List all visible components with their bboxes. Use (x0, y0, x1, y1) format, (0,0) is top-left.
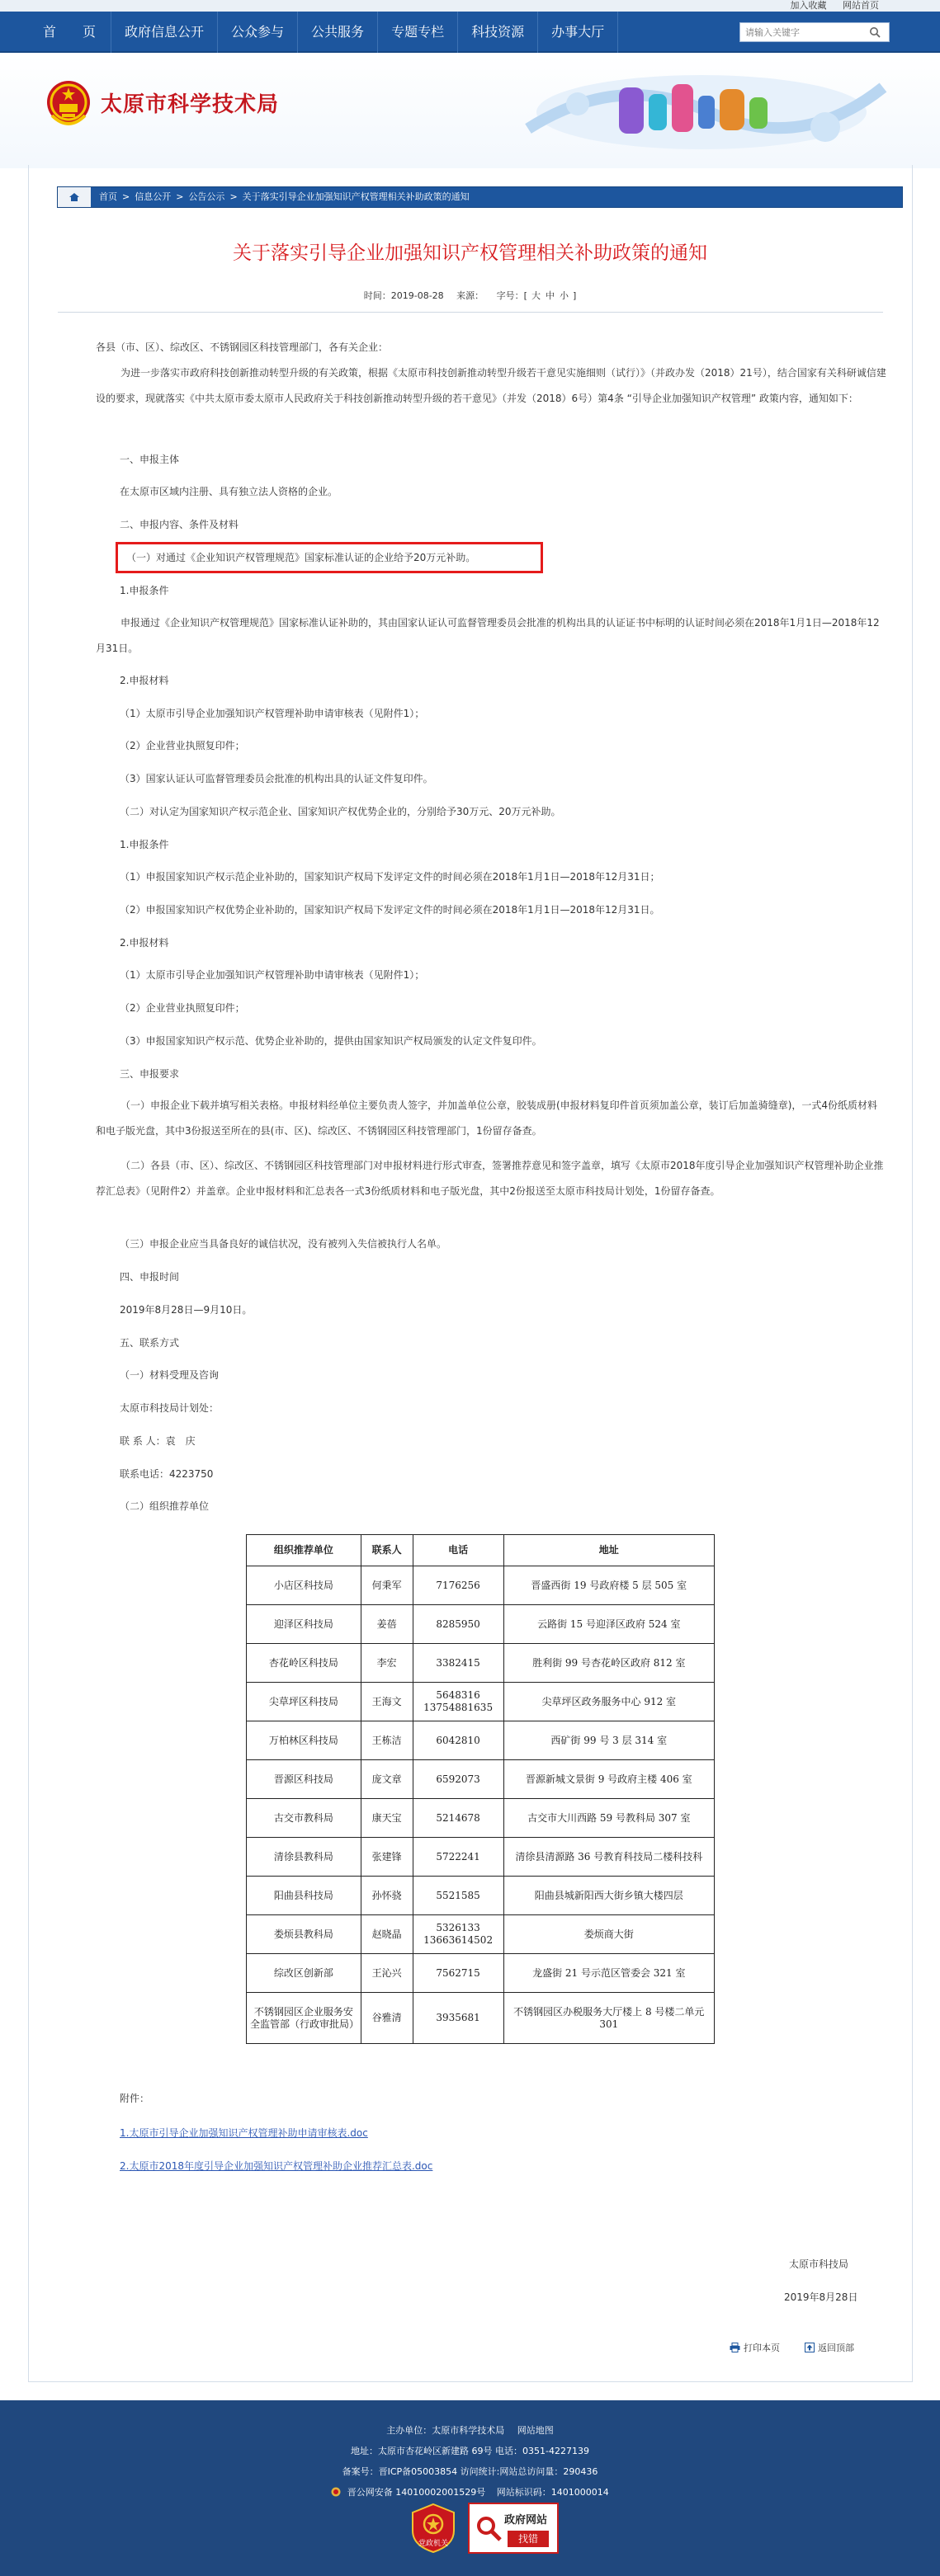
signer: 太原市科技局 (789, 2258, 849, 2270)
table-row (247, 1721, 715, 1760)
magnifier-icon (475, 2514, 503, 2542)
nav-item-topics[interactable]: 专题专栏 (378, 12, 458, 53)
nav-item-home[interactable]: 首 页 (28, 12, 111, 53)
requirement-1: （一）申报企业下载并填写相关表格。申报材料经单位主要负责人签字，并加盖单位公章，胶装成册(申报材料复印件首页须加盖公章，装订后加盖骑缝章)，一式4份纸质材料和电子版光盘，其中3份报送至所在的县(市、区)、综改区、不锈钢园区科技管理部门，1份留存备查。 (96, 1100, 878, 1137)
footer-site-code: 网站标识码：1401000014 (496, 2487, 609, 2498)
table-cell: 6592073 (413, 1760, 503, 1799)
table-cell: 综改区创新部 (247, 1954, 361, 1993)
home-icon[interactable] (58, 187, 91, 207)
publish-date: 时间：2019-08-28 (363, 290, 444, 301)
table-cell: 云路街 15 号迎泽区政府 524 室 (503, 1605, 714, 1644)
title-divider (58, 312, 883, 313)
section-5-heading: 五、联系方式 (120, 1337, 180, 1349)
table-cell: 阳曲县科技局 (247, 1877, 361, 1915)
breadcrumb-separator: > (229, 191, 238, 202)
subsidy-item-2: （二）对认定为国家知识产权示范企业、国家知识产权优势企业的，分别给予30万元、20万元补助。 (120, 806, 561, 817)
table-body (247, 1566, 715, 2044)
nav-item-public-service[interactable]: 公共服务 (298, 12, 378, 53)
font-large-button[interactable]: 大 (531, 290, 541, 301)
attachment-link-2[interactable]: 2.太原市2018年度引导企业加强知识产权管理补助企业推荐汇总表.doc (120, 2160, 433, 2172)
section-1-heading: 一、申报主体 (120, 454, 180, 465)
subsidy-item-1: （一）对通过《企业知识产权管理规范》国家标准认证的企业给予20万元补助。 (126, 552, 476, 563)
font-medium-button[interactable]: 中 (545, 290, 555, 301)
breadcrumb-home[interactable]: 首页 (99, 191, 117, 202)
condition-1-heading: 1.申报条件 (120, 585, 169, 596)
table-cell: 3382415 (413, 1644, 503, 1683)
font-small-button[interactable]: 小 (559, 290, 569, 301)
material-1-item-3: （3）国家认证认可监督管理委员会批准的机构出具的认证文件复印件。 (120, 773, 433, 784)
material-2-item-1: （1）太原市引导企业加强知识产权管理补助申请审核表（见附件1）； (120, 969, 425, 981)
breadcrumb-info[interactable]: 信息公开 (135, 191, 172, 202)
section-1-body: 在太原市区域内注册、具有独立法人资格的企业。 (120, 486, 338, 497)
table-cell: 5648316 13754881635 (413, 1683, 503, 1721)
table-row (247, 1566, 715, 1605)
table-cell: 7176256 (413, 1566, 503, 1605)
table-cell: 古交市教科局 (247, 1799, 361, 1838)
table-cell: 李宏 (361, 1644, 413, 1683)
requirement-3: （三）申报企业应当具备良好的诚信状况，没有被列入失信被执行人名单。 (120, 1238, 447, 1250)
badge-error-line2: 找错 (508, 2531, 549, 2547)
table-cell: 不锈钢园区办税服务大厅楼上 8 号楼二单元 301 (503, 1993, 714, 2044)
table-cell: 王栋洁 (361, 1721, 413, 1760)
table-row (247, 1838, 715, 1877)
search-input[interactable] (740, 23, 864, 41)
table-cell: 清徐县清源路 36 号教育科技局二楼科技科 (503, 1838, 714, 1877)
table-cell: 晋盛西街 19 号政府楼 5 层 505 室 (503, 1566, 714, 1605)
table-cell: 张建锋 (361, 1838, 413, 1877)
table-cell: 赵晓晶 (361, 1915, 413, 1954)
national-emblem-icon (45, 79, 92, 129)
table-cell: 杏花岭区科技局 (247, 1644, 361, 1683)
police-badge-icon (331, 2487, 341, 2497)
table-cell: 小店区科技局 (247, 1566, 361, 1605)
contact-subheading-1: （一）材料受理及咨询 (120, 1369, 220, 1381)
table-cell: 古交市大川西路 59 号教科局 307 室 (503, 1799, 714, 1838)
gov-site-error-badge[interactable] (468, 2503, 559, 2554)
breadcrumb-separator: > (176, 191, 184, 202)
site-banner (0, 54, 940, 168)
table-cell: 龙盛街 21 号示范区管委会 321 室 (503, 1954, 714, 1993)
source-label: 来源： (456, 290, 484, 301)
table-header-row (247, 1535, 715, 1566)
footer-sponsor: 主办单位：太原市科学技术局 (386, 2425, 505, 2436)
material-1-heading: 2.申报材料 (120, 675, 169, 686)
table-cell: 万柏林区科技局 (247, 1721, 361, 1760)
footer-address: 地址：太原市杏花岭区新建路 69号 电话：0351-4227139 (351, 2446, 589, 2456)
material-1-item-2: （2）企业营业执照复印件； (120, 740, 245, 751)
material-1-item-1: （1）太原市引导企业加强知识产权管理补助申请审核表（见附件1）； (120, 708, 425, 719)
top-strip (0, 0, 940, 12)
banner-illustration (495, 54, 908, 168)
table-cell: 7562715 (413, 1954, 503, 1993)
table-cell: 5326133 13663614502 (413, 1915, 503, 1954)
highlight-box (116, 542, 543, 573)
breadcrumb-separator: > (122, 191, 130, 202)
recommending-units-table (246, 1534, 715, 2044)
condition-2-item-2: （2）申报国家知识产权优势企业补助的，国家知识产权局下发评定文件的时间必须在2018年1月1日—2018年12月31日。 (120, 904, 660, 916)
table-row (247, 1877, 715, 1915)
print-label: 打印本页 (744, 2343, 780, 2353)
contact-subheading-2: （二）组织推荐单位 (120, 1500, 210, 1512)
nav-item-service-hall[interactable]: 办事大厅 (538, 12, 618, 53)
footer-police[interactable]: 晋公网安备 14010002001529号 (347, 2487, 486, 2498)
breadcrumb-notice[interactable]: 公告公示 (188, 191, 225, 202)
condition-2-item-1: （1）申报国家知识产权示范企业补助的，国家知识产权局下发评定文件的时间必须在2018年1月1日—2018年12月31日； (120, 871, 660, 883)
table-cell: 5521585 (413, 1877, 503, 1915)
table-row (247, 1760, 715, 1799)
table-cell: 尖草坪区科技局 (247, 1683, 361, 1721)
table-row (247, 1915, 715, 1954)
table-header: 联系人 (361, 1535, 413, 1566)
sitemap-link[interactable]: 网站地图 (517, 2425, 554, 2436)
footer-icp: 备案号：晋ICP备05003854 访问统计:网站总访问量：290436 (342, 2466, 598, 2477)
table-cell: 谷雅清 (361, 1993, 413, 2044)
requirement-2: （二）各县（市、区）、综改区、不锈钢园区科技管理部门对申报材料进行形式审查，签署推荐意见和签字盖章，填写《太原市2018年度引导企业加强知识产权管理补助企业推荐汇总表》（见附件2）并盖章。企业申报材料和汇总表各一式3份纸质材料和电子版光盘，其中2份报送至太原市科技局计划处，1份留存备查。 (96, 1160, 884, 1197)
condition-1-body: 申报通过《企业知识产权管理规范》国家标准认证补助的，其由国家认证认可监督管理委员会批准的机构出具的认证证书中标明的认证时间必须在2018年1月1日—2018年12月31日。 (96, 617, 880, 654)
main-nav (0, 12, 940, 53)
table-cell: 晋源新城文景街 9 号政府主楼 406 室 (503, 1760, 714, 1799)
table-row (247, 1954, 715, 1993)
table-cell: 康天宝 (361, 1799, 413, 1838)
table-row (247, 1605, 715, 1644)
site-title: 太原市科学技术局 (101, 92, 280, 117)
contact-phone: 联系电话：4223750 (120, 1468, 214, 1480)
table-cell: 清徐县教科局 (247, 1838, 361, 1877)
material-2-item-2: （2）企业营业执照复印件； (120, 1002, 245, 1014)
contact-person: 联 系 人：袁 庆 (120, 1435, 196, 1447)
table-cell: 6042810 (413, 1721, 503, 1760)
table-row (247, 1993, 715, 2044)
table-cell: 王沁兴 (361, 1954, 413, 1993)
table-header: 地址 (503, 1535, 714, 1566)
table-cell: 阳曲县城新阳西大街乡镇大楼四层 (503, 1877, 714, 1915)
party-gov-label: 党政机关 (418, 2540, 448, 2548)
intro-paragraph: 为进一步落实市政府科技创新推动转型升级的有关政策，根据《太原市科技创新推动转型升级若干意见实施细则（试行）》（并政办发（2018）21号），结合国家有关科研诚信建设的要求，现就落实《中共太原市委太原市人民政府关于科技创新推动转型升级的若干意见》（并发（2018）6号）第4条 “引导企业加强知识产权管理” 政策内容，通知如下： (96, 367, 886, 404)
table-cell: 3935681 (413, 1993, 503, 2044)
table-cell: 王海文 (361, 1683, 413, 1721)
table-cell: 8285950 (413, 1605, 503, 1644)
top-links (777, 0, 880, 12)
table-cell: 迎泽区科技局 (247, 1605, 361, 1644)
table-header: 组织推荐单位 (247, 1535, 361, 1566)
section-4-heading: 四、申报时间 (120, 1271, 180, 1283)
fontsize-end: ] (572, 290, 577, 301)
table-cell: 庞文章 (361, 1760, 413, 1799)
print-button[interactable] (730, 2341, 780, 2354)
site-home-link[interactable]: 网站首页 (843, 0, 879, 11)
contact-department: 太原市科技局计划处： (120, 1402, 220, 1414)
table-row (247, 1683, 715, 1721)
material-2-heading: 2.申报材料 (120, 937, 169, 949)
table-cell: 孙怀骁 (361, 1877, 413, 1915)
breadcrumb (57, 186, 903, 208)
section-2-heading: 二、申报内容、条件及材料 (120, 519, 239, 530)
article-title: 关于落实引导企业加强知识产权管理相关补助政策的通知 (233, 243, 707, 264)
table-cell: 晋源区科技局 (247, 1760, 361, 1799)
site-footer (0, 2400, 940, 2576)
attachment-link-1[interactable]: 1.太原市引导企业加强知识产权管理补助申请审核表.doc (120, 2127, 368, 2139)
search-icon[interactable] (864, 23, 886, 41)
material-2-item-3: （3）申报国家知识产权示范、优势企业补助的，提供由国家知识产权局颁发的认定文件复印件。 (120, 1035, 542, 1047)
sign-date: 2019年8月28日 (784, 2291, 858, 2303)
table-cell: 何秉军 (361, 1566, 413, 1605)
greeting: 各县（市、区）、综改区、不锈钢园区科技管理部门，各有关企业： (96, 341, 389, 353)
table-cell: 西矿街 99 号 3 层 314 室 (503, 1721, 714, 1760)
nav-item-participation[interactable]: 公众参与 (218, 12, 298, 53)
table-cell: 尖草坪区政务服务中心 912 室 (503, 1683, 714, 1721)
arrow-up-icon (805, 2343, 815, 2352)
section-3-heading: 三、申报要求 (120, 1068, 180, 1080)
nav-item-resources[interactable]: 科技资源 (458, 12, 538, 53)
table-cell: 5722241 (413, 1838, 503, 1877)
section-4-body: 2019年8月28日—9月10日。 (120, 1304, 253, 1316)
table-cell: 娄烦县教科局 (247, 1915, 361, 1954)
back-to-top-button[interactable] (805, 2341, 854, 2354)
party-gov-badge[interactable] (409, 2503, 457, 2554)
fontsize-label: 字号：[ (496, 290, 527, 301)
article-meta (0, 289, 940, 302)
table-cell: 胜利街 99 号杏花岭区政府 812 室 (503, 1644, 714, 1683)
footer-sponsor-line (0, 2423, 940, 2437)
attachments-label: 附件： (120, 2093, 150, 2104)
table-row (247, 1644, 715, 1683)
top-label: 返回顶部 (818, 2343, 854, 2353)
table-cell: 姜蓓 (361, 1605, 413, 1644)
table-row (247, 1799, 715, 1838)
add-favorite-link[interactable]: 加入收藏 (790, 0, 827, 11)
printer-icon (730, 2343, 740, 2352)
search-box (739, 22, 890, 42)
badge-error-line1: 政府网站 (504, 2514, 548, 2527)
table-cell: 5214678 (413, 1799, 503, 1838)
table-cell: 娄烦商大街 (503, 1915, 714, 1954)
table-header: 电话 (413, 1535, 503, 1566)
table-cell: 不锈钢园区企业服务安全监管部（行政审批局） (247, 1993, 361, 2044)
footer-police-line (0, 2485, 940, 2498)
breadcrumb-current: 关于落实引导企业加强知识产权管理相关补助政策的通知 (242, 191, 470, 202)
nav-item-gov-info[interactable]: 政府信息公开 (111, 12, 218, 53)
condition-2-heading: 1.申报条件 (120, 839, 169, 850)
